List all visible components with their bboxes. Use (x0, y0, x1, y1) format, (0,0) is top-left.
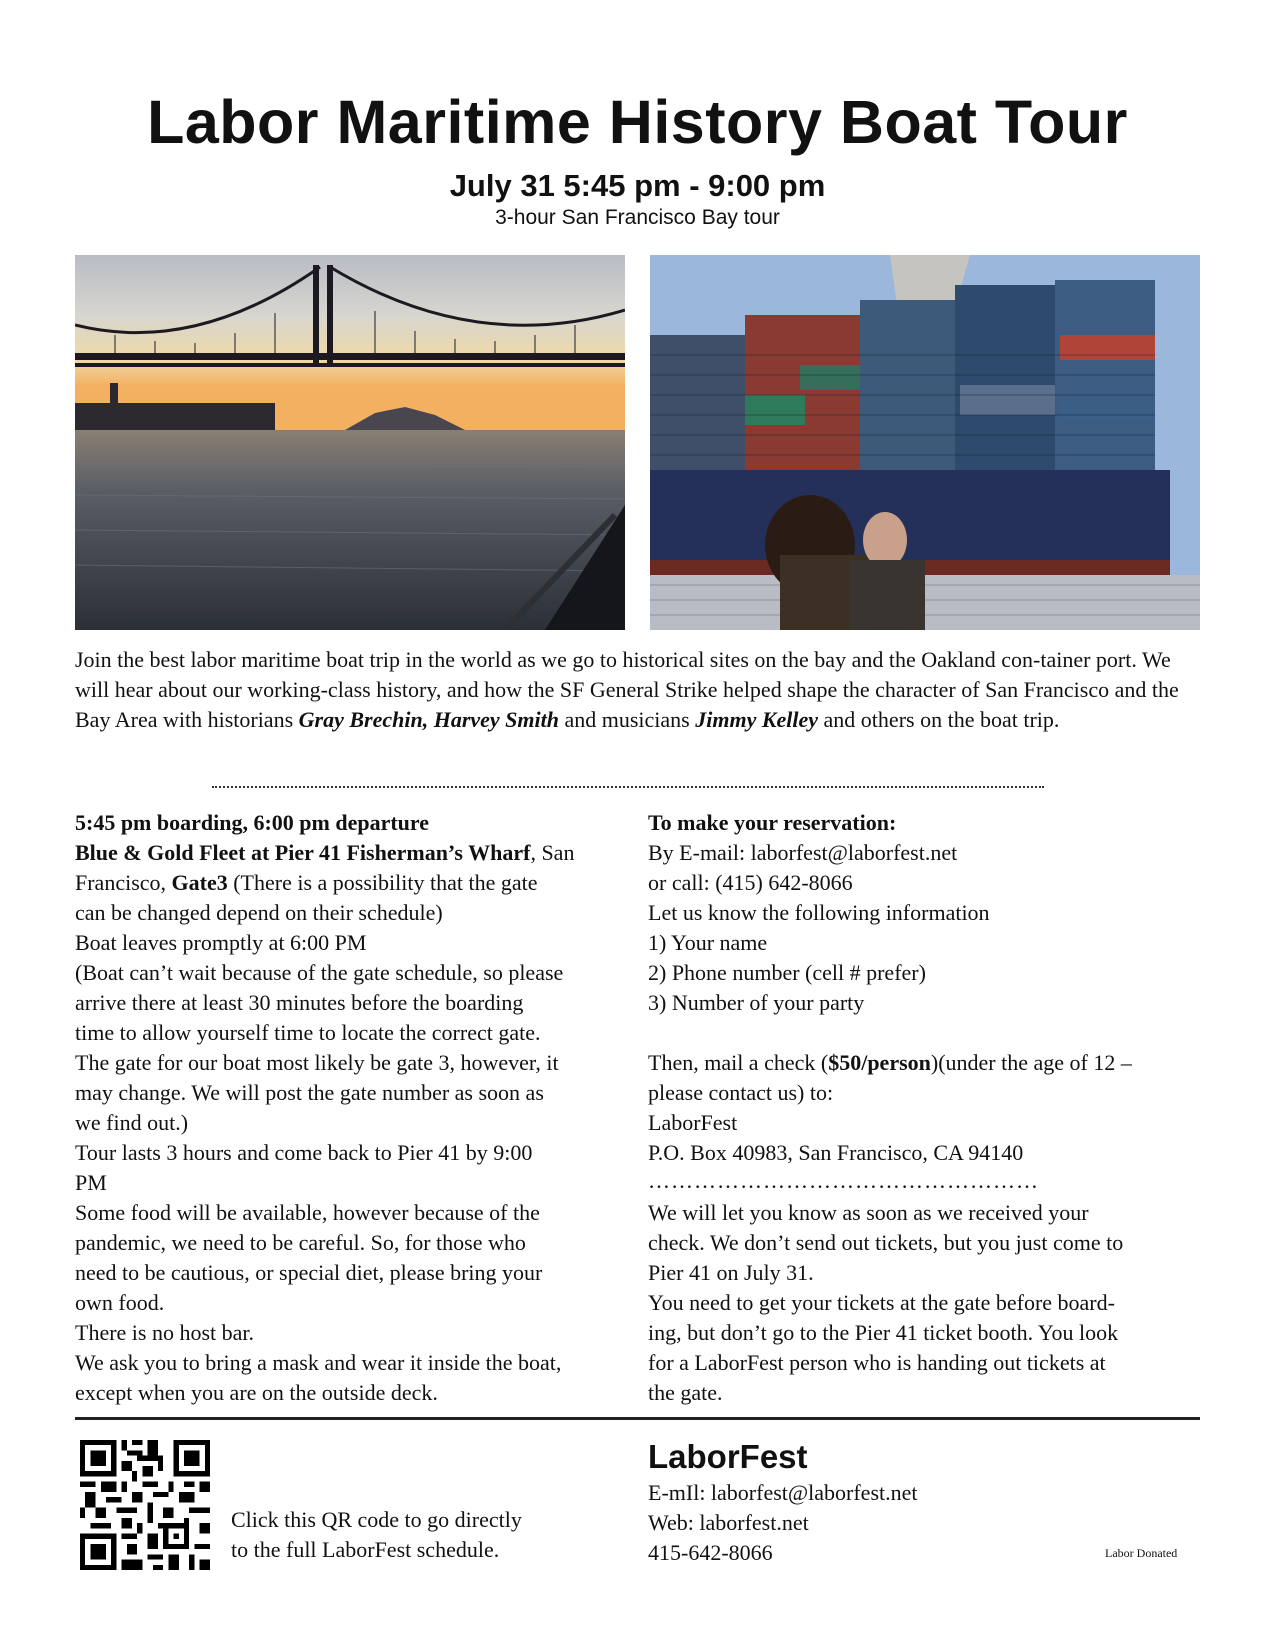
reservation-heading: To make your reservation: (648, 810, 897, 835)
historians-names: Gray Brechin, Harvey Smith (298, 707, 559, 732)
dotted-separator: …………………………………………… (648, 1168, 1039, 1193)
reservation-details (648, 808, 1208, 1408)
reservation-email[interactable]: By E-mail: laborfest@laborfest.net (648, 840, 958, 865)
detail-line: arrive there at least 30 minutes before the boarding (75, 990, 524, 1015)
check-line: Then, mail a check ($50/person)(under the age of 12 – (648, 1050, 1132, 1075)
qr-code-icon[interactable] (80, 1440, 210, 1570)
boarding-details (75, 808, 625, 1408)
qr-caption (231, 1505, 522, 1565)
detail-line: own food. (75, 1290, 165, 1315)
boarding-heading: 5:45 pm boarding, 6:00 pm departure (75, 810, 430, 835)
reservation-line: 3) Number of your party (648, 990, 865, 1015)
mail-line: LaborFest (648, 1110, 738, 1135)
contact-block (648, 1478, 918, 1568)
detail-line: (Boat can’t wait because of the gate schedule, so please (75, 960, 564, 985)
detail-line: Some food will be available, however because of the (75, 1200, 540, 1225)
intro-text-3: and others on the boat trip. (818, 707, 1060, 732)
gate-line: Francisco, Gate3 (There is a possibility that the gate (75, 870, 538, 895)
detail-line: time to allow yourself time to locate the correct gate. (75, 1020, 541, 1045)
reservation-line: Let us know the following information (648, 900, 990, 925)
venue-name: Blue & Gold Fleet at Pier 41 Fisherman’s Wharf (75, 840, 531, 865)
intro-text-1: Join the best labor maritime boat trip in the world as we go to historical sites on the bay and the Oakland con-tainer port. We will hear about our working-class history, and how the SF General Strike helped shape the character of San Francisco and the Bay Area with historians (75, 647, 1179, 732)
reservation-line: 2) Phone number (cell # prefer) (648, 960, 926, 985)
container-ship-photo (650, 255, 1200, 630)
mail-line: please contact us) to: (648, 1080, 834, 1105)
reservation-line: 1) Your name (648, 930, 768, 955)
mail-address: P.O. Box 40983, San Francisco, CA 94140 (648, 1140, 1024, 1165)
contact-email[interactable]: E-mIl: laborfest@laborfest.net (648, 1480, 918, 1505)
detail-line: There is no host bar. (75, 1320, 255, 1345)
event-tagline: 3-hour San Francisco Bay tour (495, 206, 780, 229)
ticket-line: check. We don’t send out tickets, but you just come to (648, 1230, 1124, 1255)
event-date-time: July 31 5:45 pm - 9:00 pm (449, 168, 826, 203)
org-name: LaborFest (648, 1438, 808, 1475)
ticket-line: the gate. (648, 1380, 723, 1405)
ticket-line: We will let you know as soon as we received your (648, 1200, 1089, 1225)
spacer (648, 1018, 1208, 1048)
ticket-line: You need to get your tickets at the gate before board- (648, 1290, 1115, 1315)
dotted-divider (212, 786, 1044, 788)
detail-line: except when you are on the outside deck. (75, 1380, 438, 1405)
intro-paragraph (75, 645, 1205, 735)
detail-line: We ask you to bring a mask and wear it inside the boat, (75, 1350, 562, 1375)
page-title: Labor Maritime History Boat Tour (147, 88, 1128, 156)
detail-line: Tour lasts 3 hours and come back to Pier 41 by 9:00 (75, 1140, 533, 1165)
bay-bridge-sunset-photo (75, 255, 625, 630)
gate-number: Gate3 (171, 870, 228, 895)
ticket-line: ing, but don’t go to the Pier 41 ticket booth. You look (648, 1320, 1119, 1345)
musicians-names: Jimmy Kelley (695, 707, 819, 732)
qr-caption-line: to the full LaborFest schedule. (231, 1537, 500, 1562)
contact-web[interactable]: Web: laborfest.net (648, 1510, 809, 1535)
detail-line: pandemic, we need to be careful. So, for those who (75, 1230, 526, 1255)
detail-line: we find out.) (75, 1110, 189, 1135)
contact-phone[interactable]: 415-642-8066 (648, 1540, 773, 1565)
ticket-line: Pier 41 on July 31. (648, 1260, 814, 1285)
detail-line: can be changed depend on their schedule) (75, 900, 443, 925)
intro-text-2: and musicians (558, 707, 696, 732)
footer-rule (75, 1417, 1200, 1420)
reservation-phone[interactable]: or call: (415) 642-8066 (648, 870, 853, 895)
detail-line: The gate for our boat most likely be gate 3, however, it (75, 1050, 559, 1075)
qr-caption-line: Click this QR code to go directly (231, 1507, 522, 1532)
detail-line: Boat leaves promptly at 6:00 PM (75, 930, 367, 955)
venue-line: Blue & Gold Fleet at Pier 41 Fisherman’s Wharf, San (75, 840, 575, 865)
ticket-line: for a LaborFest person who is handing out tickets at (648, 1350, 1106, 1375)
detail-line: need to be cautious, or special diet, please bring your (75, 1260, 543, 1285)
labor-donated-credit: Labor Donated (1105, 1546, 1178, 1560)
ticket-price: $50/person (828, 1050, 931, 1075)
detail-line: may change. We will post the gate number as soon as (75, 1080, 544, 1105)
detail-line: PM (75, 1170, 107, 1195)
